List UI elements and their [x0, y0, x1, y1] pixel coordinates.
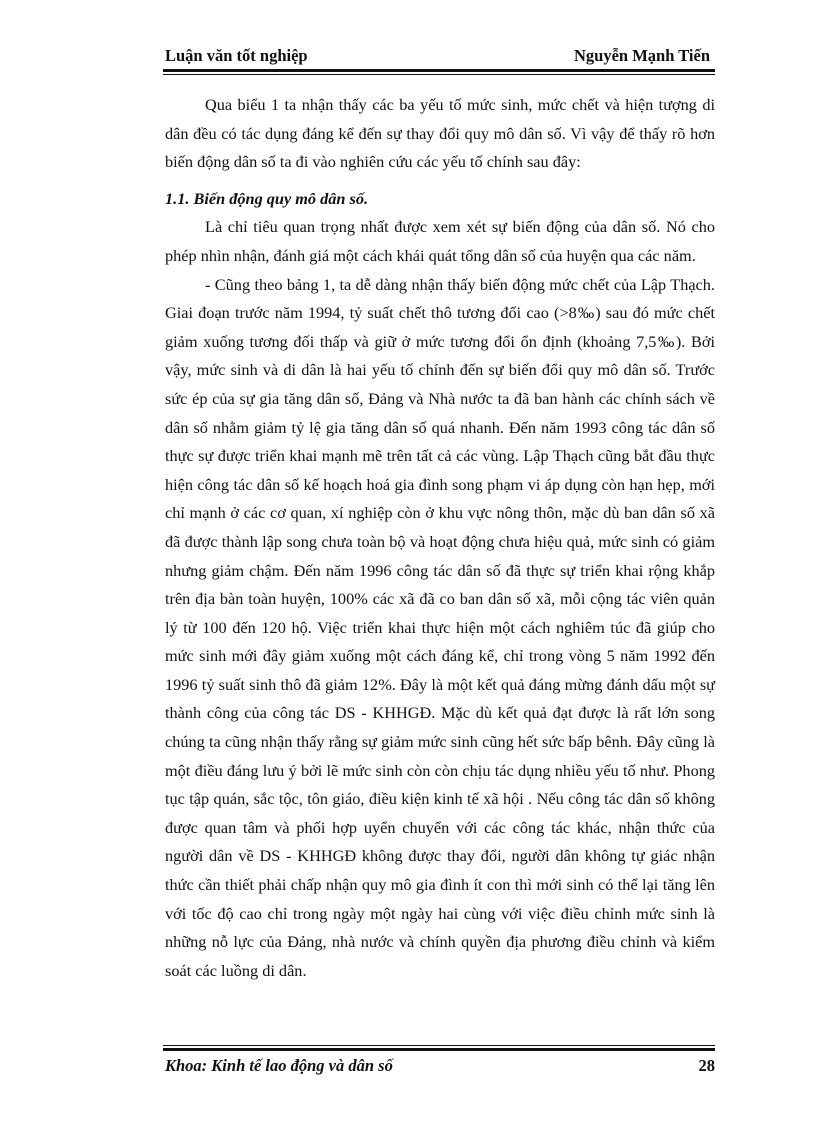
header-author: Nguyễn Mạnh Tiến	[573, 46, 710, 65]
footer-department: Khoa: Kinh tế lao động và dân số	[165, 1056, 393, 1075]
body-paragraph-2: - Cũng theo bảng 1, ta dễ dàng nhận thấy biến động mức chết của Lập Thạch. Giai đoạn trước năm 1994, tỷ suất chết thô tương đối cao (>8‰) sau đó mức chết giảm xuống tương đối thấp và giữ ở mức tương đổi ổn định (khoảng 7,5‰). Bởi vậy, mức sinh và di dân là hai yếu tố chính đến sự biến đổi quy mô dân số. Trước sức ép của sự gia tăng dân số, Đảng và Nhà nước ta đã ban hành các chính sách về dân số nhằm giảm tỷ lệ gia tăng dân số quá nhanh. Đến năm 1993 công tác dân số thực sự được triển khai mạnh mẽ trên tất cả các vùng. Lập Thạch cũng bắt đầu thực hiện công tác dân số kế hoạch hoá gia đình song phạm vi áp dụng còn hạn hẹp, mới chỉ mạnh ở các cơ quan, xí nghiệp còn ở khu vực nông thôn, mặc dù ban dân số xã đã được thành lập song chưa toàn bộ và hoạt động chưa hiệu quả, mức sinh có giảm nhưng giảm chậm. Đến năm 1996 công tác dân số đã thực sự triển khai rộng khắp trên địa bàn toàn huyện, 100% các xã đã co ban dân số xã, mỗi cộng tác viên quản lý từ 100 đến 120 hộ. Việc triển khai thực hiện một cách nghiêm túc đã giúp cho mức sinh mới đây giảm xuống một cách đáng kể, chỉ trong vòng 5 năm 1992 đến 1996 tỷ suất sinh thô đã giảm 12%. Đây là một kết quả đáng mừng đánh dấu một sự thành công của công tác DS - KHHGĐ. Mặc dù kết quả đạt được là rất lớn song chúng ta cũng nhận thấy rằng sự giảm mức sinh cũng hết sức bấp bênh. Đây cũng là một điều đáng lưu ý bởi lẽ mức sinh còn còn chịu tác dụng nhiều yếu tố như. Phong tục tập quán, sắc tộc, tôn giáo, điều kiện kinh tế xã hội . Nếu công tác dân số không được quan tâm và phối hợp uyển chuyển với các công tác khác, nhận thức của người dân về DS - KHHGĐ không được thay đổi, người dân không tự giác nhận thức cần thiết phải chấp nhận quy mô gia đình ít con thì mới sinh có thể lại tăng lên với tốc độ cao chỉ trong ngày một ngày hai cùng với việc điều chỉnh mức sinh là những nỗ lực của Đảng, nhà nước và chính quyền địa phương điều chỉnh và kiểm soát các luồng di dân.	[165, 274, 715, 980]
footer-rule-thin	[163, 1045, 715, 1046]
page-body	[165, 91, 715, 985]
section-heading: 1.1. Biến động quy mô dân số.	[165, 188, 369, 208]
body-paragraph-1: Là chỉ tiêu quan trọng nhất được xem xét sự biến động của dân số. Nó cho phép nhìn nhận, đánh giá một cách khái quát tổng dân số của huyện qua các năm.	[165, 217, 715, 265]
footer-rule-thick	[163, 1048, 715, 1051]
header-title: Luận văn tốt nghiệp	[165, 46, 308, 65]
header-rule-thick	[163, 69, 715, 72]
intro-paragraph: Qua biểu 1 ta nhận thấy các ba yếu tố mức sinh, mức chết và hiện tượng di dân đều có tác dụng đáng kể đến sự thay đổi quy mô dân số. Vì vậy để thấy rõ hơn biến động dân số ta đi vào nghiên cứu các yếu tố chính sau đây:	[165, 95, 715, 172]
page-footer	[165, 1056, 715, 1078]
page-number: 28	[698, 1056, 715, 1075]
header-rule-thin	[163, 74, 715, 75]
page-header	[165, 46, 710, 68]
